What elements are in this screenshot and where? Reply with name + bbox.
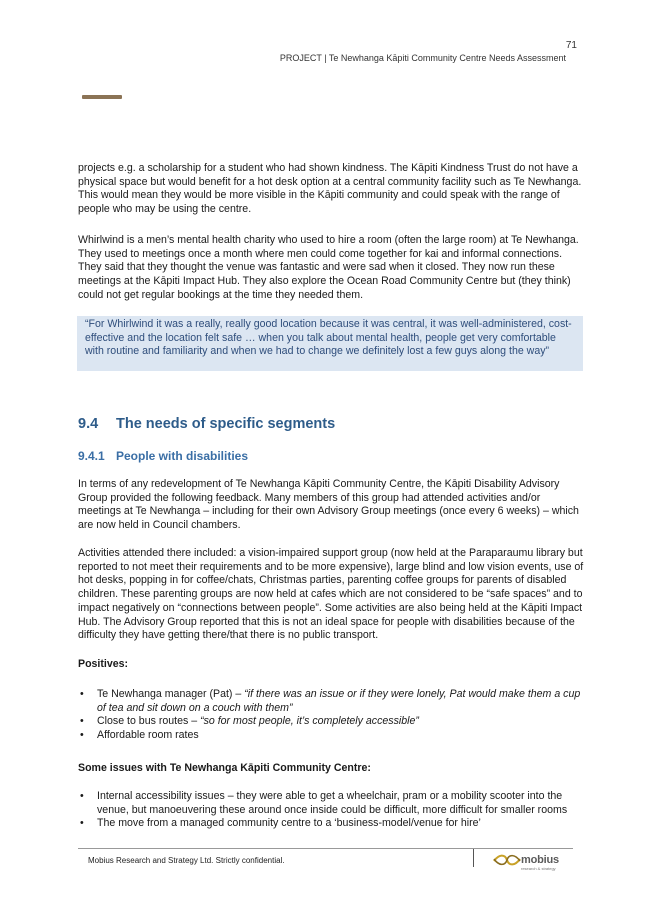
- list-item: • The move from a managed community centre to a ‘business-model/venue for hire’: [78, 817, 584, 831]
- paragraph-activities: Activities attended there included: a vision-impaired support group (now held at the Paraparaumu library but reported to not meet their requirements and to be more expensive), large blind and low vision events, use of hot desks, popping in for coffee/chats, Christmas parties, parenting coffee groups for parents of disabled children. These parenting groups are now held at cafes which are not considered to be “safe spaces” and to impact negatively on “connections between people”. Some activities are also being held at the Kāpiti Impact Hub. The Advisory Group reported that this is not an ideal space for people with disabilities because of the difficulty they have getting there/that there is no public transport.: [78, 547, 584, 642]
- logo-tagline: research & strategy: [521, 866, 556, 871]
- list-item: • Close to bus routes – “so for most people, it’s completely accessible”: [78, 715, 584, 729]
- running-header: PROJECT | Te Newhanga Kāpiti Community Centre Needs Assessment: [279, 53, 566, 63]
- subsection-number: 9.4.1: [78, 449, 105, 463]
- list-item: • Internal accessibility issues – they were able to get a wheelchair, pram or a mobility scooter into the venue, but manoeuvering these around once inside could be difficult, more difficult for smaller rooms: [78, 790, 584, 817]
- page-number: 71: [565, 40, 577, 51]
- mobius-logo: [493, 853, 559, 871]
- positives-label: Positives:: [78, 658, 129, 670]
- footer-divider: [473, 849, 474, 867]
- positives-list: [78, 688, 584, 743]
- section-title: The needs of specific segments: [116, 416, 336, 432]
- paragraph-whirlwind: Whirlwind is a men’s mental health charity who used to hire a room (often the large room) at Te Newhanga. They used to meetings once a month where men could come together for kai and informal connections. They said that they thought the venue was fantastic and were sad when it closed. They now run these meetings at the Kāpiti Impact Hub. They also explore the Ocean Road Community Centre but (they think) could not get regular bookings at the time they needed them.: [78, 234, 579, 301]
- paragraph-advisory-group: In terms of any redevelopment of Te Newhanga Kāpiti Community Centre, the Kāpiti Disability Advisory Group provided the following feedback. Many members of this group had attended activities and/or meetings at Te Newhanga – including for their own Advisory Group meetings (once every 6 weeks) – which are now held in Council chambers.: [78, 478, 579, 532]
- list-item: • Te Newhanga manager (Pat) – “if there was an issue or if they were lonely, Pat would make them a cup of tea and sit down on a couch with them”: [78, 688, 584, 715]
- decorative-accent-bar: [82, 95, 122, 99]
- issues-list: [78, 790, 584, 831]
- subsection-heading: [78, 449, 248, 463]
- logo-wordmark: mobius: [521, 854, 559, 866]
- footer-confidential: Mobius Research and Strategy Ltd. Strictly confidential.: [88, 856, 285, 865]
- footer-rule: [78, 848, 573, 849]
- mobius-swoosh-icon: [493, 853, 521, 867]
- document-title: Te Newhanga Kāpiti Community Centre Needs Assessment: [328, 53, 566, 63]
- issues-label: Some issues with Te Newhanga Kāpiti Community Centre:: [78, 762, 371, 774]
- subsection-title: People with disabilities: [116, 449, 249, 463]
- list-item: • Affordable room rates: [78, 729, 584, 743]
- whirlwind-quote: “For Whirlwind it was a really, really good location because it was central, it was well-administered, cost-effective and the location felt safe … when you talk about mental health, people get very comfortable with routine and familiarity and when we had to change we definitely lost a few guys along the way”: [85, 318, 572, 358]
- whirlwind-quote-box: [77, 316, 583, 371]
- paragraph-kindness-trust: projects e.g. a scholarship for a student who had shown kindness. The Kāpiti Kindness Trust do not have a physical space but would benefit for a hot desk option at a central community facility such as Te Newhanga. This would mean they would be more visible in the Kāpiti community and could speak with the range of people who may be using the centre.: [78, 162, 582, 216]
- section-heading: [78, 416, 335, 432]
- project-label: PROJECT: [279, 53, 322, 63]
- section-number: 9.4: [78, 416, 99, 432]
